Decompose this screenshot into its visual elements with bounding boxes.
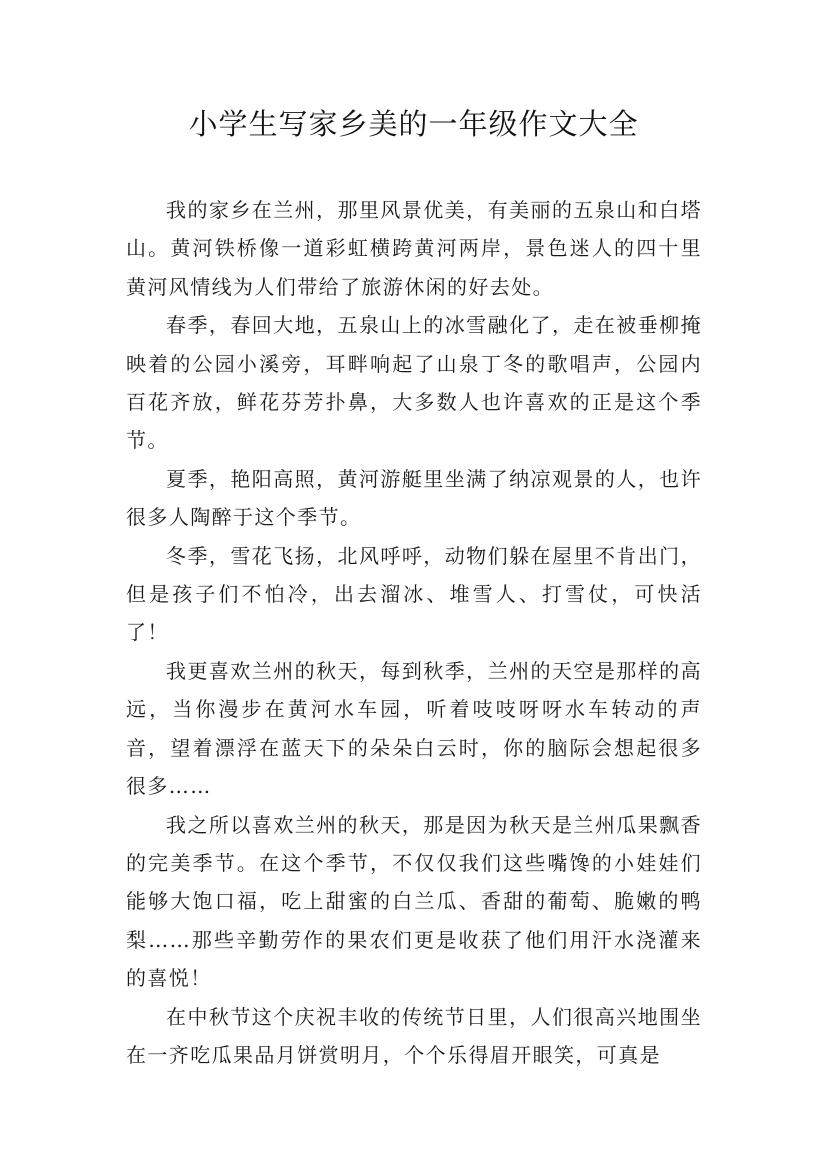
paragraph: 夏季，艳阳高照，黄河游艇里坐满了纳凉观景的人，也许很多人陶醉于这个季节。 bbox=[126, 466, 702, 530]
paragraph: 在中秋节这个庆祝丰收的传统节日里，人们很高兴地围坐在一齐吃瓜果品月饼赏明月，个个乐得眉开眼笑，可真是 bbox=[126, 1004, 702, 1067]
paragraph: 冬季，雪花飞扬，北风呼呼，动物们躲在屋里不肯出门，但是孩子们不怕冷，出去溜冰、堆雪人、打雪仗，可快活了！ bbox=[126, 543, 702, 645]
document-body bbox=[126, 191, 702, 1074]
paragraph: 我之所以喜欢兰州的秋天，那是因为秋天是兰州瓜果飘香的完美季节。在这个季节，不仅仅我们这些嘴馋的小娃娃们能够大饱口福，吃上甜蜜的白兰瓜、香甜的葡萄、脆嫩的鸭梨……那些辛勤劳作的果农们更是收获了他们用汗水浇灌来的喜悦！ bbox=[126, 812, 702, 991]
paragraph: 我的家乡在兰州，那里风景优美，有美丽的五泉山和白塔山。黄河铁桥像一道彩虹横跨黄河两岸，景色迷人的四十里黄河风情线为人们带给了旅游休闲的好去处。 bbox=[126, 198, 702, 299]
document-title: 小学生写家乡美的一年级作文大全 bbox=[188, 107, 639, 141]
paragraph: 我更喜欢兰州的秋天，每到秋季，兰州的天空是那样的高远，当你漫步在黄河水车园，听着吱吱呀呀水车转动的声音，望着漂浮在蓝天下的朵朵白云时，你的脑际会想起很多很多…… bbox=[126, 658, 702, 799]
paragraph: 春季，春回大地，五泉山上的冰雪融化了，走在被垂柳掩映着的公园小溪旁，耳畔响起了山泉丁冬的歌唱声，公园内百花齐放，鲜花芬芳扑鼻，大多数人也许喜欢的正是这个季节。 bbox=[126, 313, 702, 453]
